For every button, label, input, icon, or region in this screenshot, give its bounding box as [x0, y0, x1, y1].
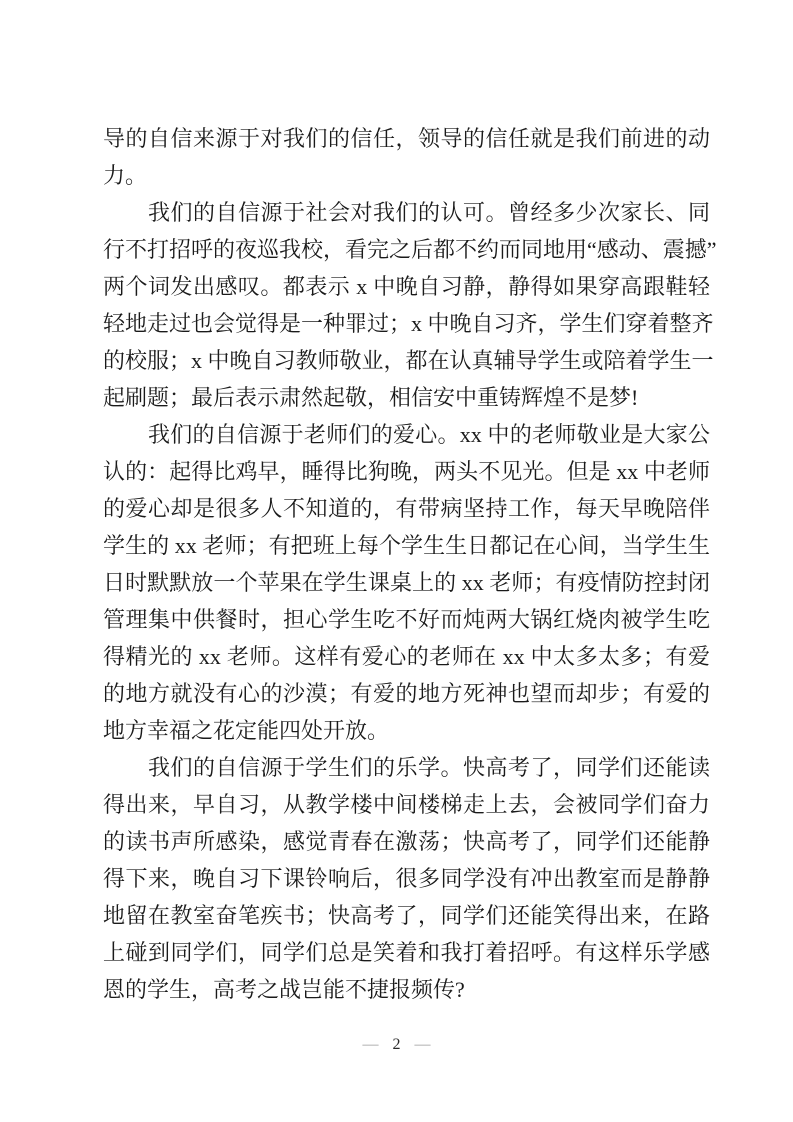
paragraph-2: [103, 194, 717, 416]
paragraph-3: [103, 416, 710, 749]
text-line: 两个词发出感叹。都表示 x 中晚自习静，静得如果穿高跟鞋轻: [103, 274, 710, 299]
text-line: 起刷题；最后表示肃然起敬，相信安中重铸辉煌不是梦!: [103, 385, 639, 410]
text-line: 地方幸福之花定能四处开放。: [103, 718, 390, 743]
text-line: 的爱心却是很多人不知道的，有带病坚持工作，每天早晚陪伴: [103, 496, 710, 521]
text-line: 我们的自信源于社会对我们的认可。曾经多少次家长、同: [148, 200, 710, 225]
text-line: 地留在教室奋笔疾书；快高考了，同学们还能笑得出来，在路: [103, 903, 710, 928]
page-number: 2: [392, 1036, 401, 1053]
text-line: 力。: [103, 163, 148, 188]
text-line: 上碰到同学们，同学们总是笑着和我打着招呼。有这样乐学感: [103, 940, 710, 965]
document-body: [103, 120, 717, 1008]
text-line: 导的自信来源于对我们的信任，领导的信任就是我们前进的动: [103, 126, 710, 151]
text-line: 管理集中供餐时，担心学生吃不好而炖两大锅红烧肉被学生吃: [103, 607, 710, 632]
text-line: 认的：起得比鸡早，睡得比狗晚，两头不见光。但是 xx 中老师: [103, 459, 710, 484]
page-number-dash-right: —: [414, 1036, 431, 1053]
text-line: 我们的自信源于老师们的爱心。xx 中的老师敬业是大家公: [148, 422, 710, 447]
text-line: 学生的 xx 老师；有把班上每个学生生日都记在心间，当学生生: [103, 533, 710, 558]
page-number-dash-left: —: [362, 1036, 379, 1053]
text-line: 轻地走过也会觉得是一种罪过；x 中晚自习齐，学生们穿着整齐: [103, 311, 714, 336]
text-line: 的校服；x 中晚自习教师敬业，都在认真辅导学生或陪着学生一: [103, 348, 714, 373]
text-line: 的地方就没有心的沙漠；有爱的地方死神也望而却步；有爱的: [103, 681, 710, 706]
text-line: 得下来，晚自习下课铃响后，很多同学没有冲出教室而是静静: [103, 866, 710, 891]
text-line: 我们的自信源于学生们的乐学。快高考了，同学们还能读: [148, 755, 710, 780]
text-line: 行不打招呼的夜巡我校，看完之后都不约而同地用“感动、震撼”: [103, 237, 717, 262]
paragraph-1: [103, 120, 710, 194]
text-line: 得精光的 xx 老师。这样有爱心的老师在 xx 中太多太多；有爱: [103, 644, 710, 669]
text-line: 的读书声所感染，感觉青春在激荡；快高考了，同学们还能静: [103, 829, 710, 854]
paragraph-4: [103, 749, 710, 1008]
text-line: 日时默默放一个苹果在学生课桌上的 xx 老师；有疫情防控封闭: [103, 570, 710, 595]
page-footer: [0, 1034, 793, 1056]
text-line: 恩的学生，高考之战岂能不捷报频传?: [103, 977, 465, 1002]
text-line: 得出来，早自习，从教学楼中间楼梯走上去，会被同学们奋力: [103, 792, 710, 817]
